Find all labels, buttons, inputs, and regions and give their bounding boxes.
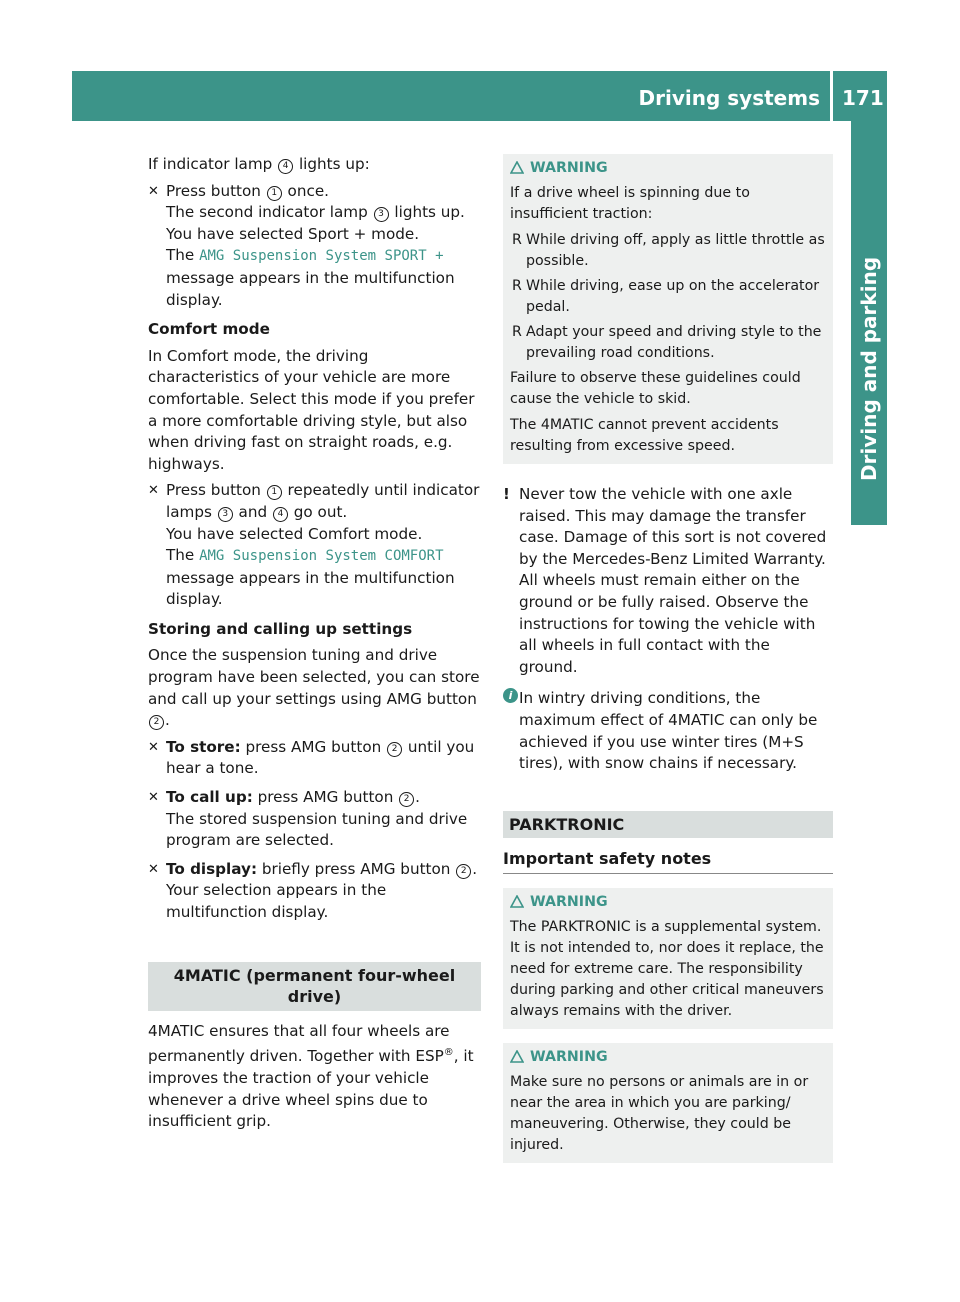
warning-triangle-icon — [510, 1050, 524, 1063]
step-display: ✕ To display: briefly press AMG button 2 . Your selection appears in the multifunction display. — [148, 859, 478, 921]
right-column — [503, 154, 833, 1177]
comfort-heading: Comfort mode — [148, 320, 270, 339]
arrow-marker-icon: ✕ — [148, 790, 159, 806]
warning-title: WARNING — [510, 892, 826, 913]
page-number: 171 — [842, 86, 884, 110]
chapter-label: Driving and parking — [857, 256, 881, 481]
side-tab-marker — [851, 490, 887, 525]
warning-box-persons — [503, 1043, 833, 1163]
warning-text: Failure to observe these guidelines could cause the vehicle to skid. — [510, 370, 801, 407]
step-comfort: ✕ Press button 1 repeatedly until indicator lamps 3 and 4 go out. You have selected Comfort mode. The AMG Suspension System COMFORT message appears in the multifunction display. — [148, 481, 480, 609]
left-column — [148, 154, 481, 1138]
warning-triangle-icon — [510, 895, 524, 908]
arrow-marker-icon: ✕ — [148, 861, 159, 877]
info-icon: i — [503, 688, 518, 703]
warning-text: Make sure no persons or animals are in or near the area in which you are parking/ maneuvering. Otherwise, they could be injured. — [510, 1073, 809, 1153]
storing-text: Once the suspension tuning and drive program have been selected, you can store and call up your settings using AMG button 2 . — [148, 646, 480, 730]
indicator-intro: If indicator lamp 4 lights up: — [148, 155, 370, 173]
display-message: AMG Suspension System COMFORT — [199, 548, 444, 565]
list-item: R While driving off, apply as little throttle as possible. — [512, 232, 825, 269]
arrow-marker-icon: ✕ — [148, 183, 159, 199]
caution-note-tow: ! Never tow the vehicle with one axle raised. This may damage the transfer case. Damage of this sort is not covered by the Mercedes-Benz Limited Warranty. All wheels must remain either on the ground or be fully raised. Observe the instructions for towing the vehicle with all wheels in full contact with the ground. — [503, 485, 827, 676]
warning-title: WARNING — [510, 158, 826, 179]
comfort-text: In Comfort mode, the driving characteristics of your vehicle are more comfortable. Select this mode if you prefer a more comfortable driving style, but also when driving fast on straight roads, e.g. highways. — [148, 346, 475, 473]
4matic-text: 4MATIC ensures that all four wheels are permanently driven. Together with ESP®, it improves the traction of your vehicle whenever a drive wheel spins due to insufficient grip. — [148, 1021, 474, 1131]
display-message: AMG Suspension System SPORT + — [199, 248, 444, 265]
warning-box-parktronic — [503, 888, 833, 1029]
warning-box-traction — [503, 154, 833, 464]
parktronic-heading: PARKTRONIC — [503, 811, 833, 839]
arrow-marker-icon: ✕ — [148, 739, 159, 755]
warning-intro: If a drive wheel is spinning due to insufficient traction: — [510, 185, 750, 222]
safety-notes-heading: Important safety notes — [503, 848, 833, 874]
step-sport-plus: ✕ Press button 1 once. The second indicator lamp 3 lights up. You have selected Sport + mode. The AMG Suspension System SPORT + message appears in the multifunction display. — [148, 181, 465, 309]
list-item: R While driving, ease up on the accelerator pedal. — [512, 278, 820, 315]
exclamation-icon: ! — [503, 485, 510, 503]
warning-text: The PARKTRONIC is a supplemental system. It is not intended to, nor does it replace, the need for extreme care. The responsibility during parking and other critical maneuvers always remains with the driver. — [510, 918, 824, 1019]
warning-title: WARNING — [510, 1047, 826, 1068]
storing-heading: Storing and calling up settings — [148, 619, 413, 638]
section-title: Driving systems — [638, 86, 820, 110]
step-call-up: ✕ To call up: press AMG button 2 . The stored suspension tuning and drive program are selected. — [148, 788, 468, 850]
step-store: ✕ To store: press AMG button 2 until you hear a tone. — [148, 737, 475, 778]
warning-text: The 4MATIC cannot prevent accidents resulting from excessive speed. — [510, 417, 779, 454]
arrow-marker-icon: ✕ — [148, 483, 159, 499]
warning-triangle-icon — [510, 161, 524, 174]
list-item: R Adapt your speed and driving style to the prevailing road conditions. — [512, 324, 822, 361]
callout-4: 4 — [278, 159, 293, 174]
header-divider — [830, 71, 833, 121]
info-note-winter: i In wintry driving conditions, the maximum effect of 4MATIC can only be achieved if you use winter tires (M+S tires), with snow chains if necessary. — [503, 688, 833, 774]
4matic-heading: 4MATIC (permanent four-wheel drive) — [148, 962, 481, 1011]
